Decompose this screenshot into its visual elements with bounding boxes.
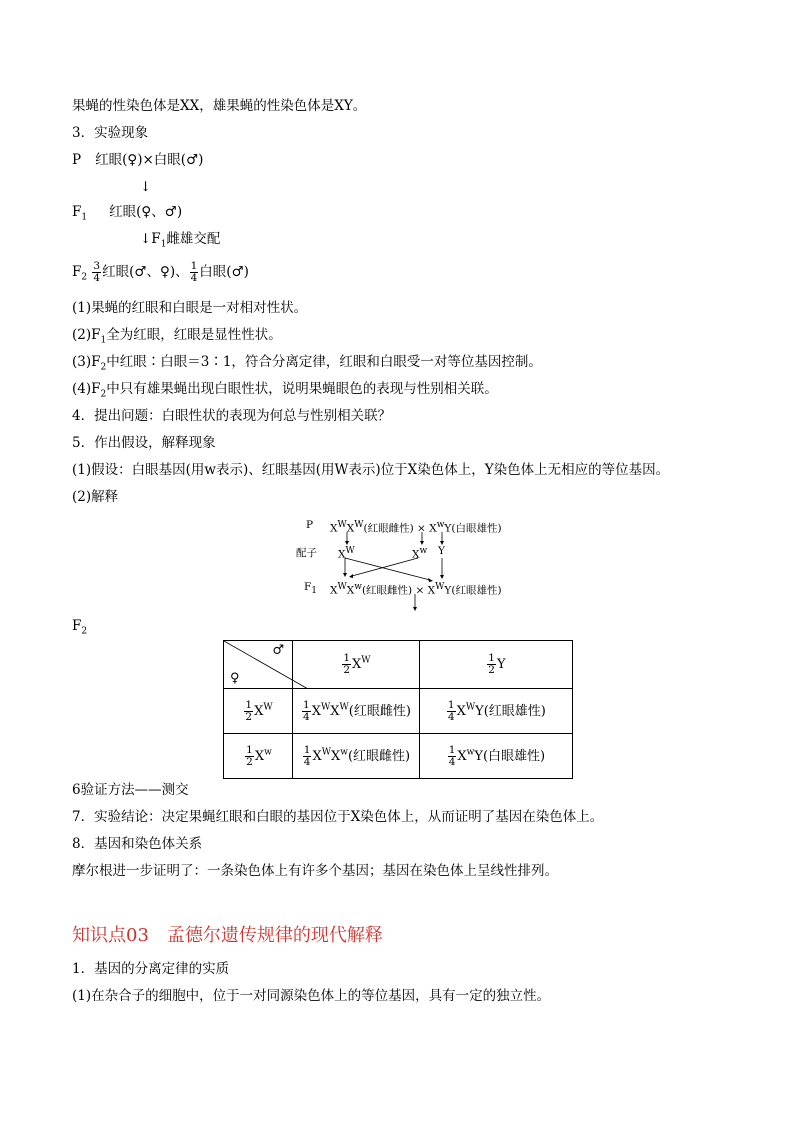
text-line: $(2)F_1$全为红眼，红眼是显性性状。 xyxy=(72,327,282,346)
text-line: (1)假设：白眼基因(用w表示)、红眼基因(用W表示)位于X染色体上，Y染色体上无相应的等位基因。 xyxy=(72,462,670,478)
text-line: 果蝇的性染色体是XX，雄果蝇的性染色体是XY。 xyxy=(72,98,367,114)
header-cell: $\frac{1}{2}$ $X^W$ xyxy=(293,641,420,689)
arrow-down: ↓ xyxy=(140,179,152,195)
text-line: 8．基因和染色体关系 xyxy=(72,836,203,852)
row-header-cell: $\frac{1}{2}$ $X^w$ xyxy=(224,734,293,779)
gamete-y: Y xyxy=(438,545,445,557)
cross-diagram xyxy=(290,512,530,612)
section-title: 孟德尔遗传规律的现代解释 xyxy=(166,925,383,946)
table-cell: $\frac{1}{4}$ $X^wY$(白眼雄性) xyxy=(419,734,572,779)
table-cell: $\frac{1}{4}$ $X^WX^w$(红眼雌性) xyxy=(293,734,420,779)
text-line: 摩尔根进一步证明了：一条染色体上有许多个基因；基因在染色体上呈线性排列。 xyxy=(72,863,558,879)
punnett-table xyxy=(223,640,573,779)
female-symbol: ♀ xyxy=(230,671,240,686)
row-header-cell: $\frac{1}{2}$ $X^W$ xyxy=(224,689,293,734)
cross-f1-line: $F_1$ 红眼(♀、♂) xyxy=(72,204,183,223)
text-line: (1)果蝇的红眼和白眼是一对相对性状。 xyxy=(72,300,308,316)
generation-f1: $F_1$ xyxy=(304,581,318,597)
cross-p-line: P 红眼(♀)×白眼(♂) xyxy=(72,152,204,168)
cross-f2-line: $F_2$ $\frac{3}{4}$ 红眼(♂、♀)、 $\frac{1}{4}$ 白眼(♂) xyxy=(72,260,249,284)
text-line: 3．实验现象 xyxy=(72,125,149,141)
fraction: $\frac{3}{4}$ xyxy=(93,260,101,284)
gamete-label: 配子 xyxy=(296,547,317,559)
fraction: $\frac{1}{4}$ xyxy=(190,260,198,284)
text-line: 7．实验结论：决定果蝇红眼和白眼的基因位于X染色体上，从而证明了基因在染色体上。 xyxy=(72,809,604,825)
f2-table-label: $F_2$ xyxy=(72,618,88,637)
f1-genotypes: $X^WX^w$(红眼雌性) × $X^WY$(红眼雄性) xyxy=(330,582,502,597)
section-heading xyxy=(72,921,383,947)
text-line: (2)解释 xyxy=(72,489,119,505)
table-cell: $\frac{1}{4}$ $X^WX^W$(红眼雌性) xyxy=(293,689,420,734)
table-cell: $\frac{1}{4}$ $X^WY$(红眼雄性) xyxy=(419,689,572,734)
gamete-xw-lower: $X^w$ xyxy=(412,546,428,561)
text-line: 6验证方法——测交 xyxy=(72,782,189,798)
gamete-xw: $X^W$ xyxy=(338,546,355,561)
generation-p: P xyxy=(306,519,314,531)
header-cell: $\frac{1}{2}$ Y xyxy=(419,641,572,689)
male-symbol: ♂ xyxy=(272,643,284,658)
text-line: $(3)F_2$中红眼∶白眼＝3∶1，符合分离定律，红眼和白眼受一对等位基因控制。 xyxy=(72,354,542,373)
text-line: 4．提出问题：白眼性状的表现为何总与性别相关联？ xyxy=(72,408,392,424)
text-line: (1)在杂合子的细胞中，位于一对同源染色体上的等位基因，具有一定的独立性。 xyxy=(72,988,551,1004)
parent-female-genotype: $X^WX^W$(红眼雌性) × $X^wY$(白眼雄性) xyxy=(330,520,502,535)
corner-cell xyxy=(224,641,293,689)
text-line: 1．基因的分离定律的实质 xyxy=(72,961,230,977)
text-line: $(4)F_2$中只有雄果蝇出现白眼性状，说明果蝇眼色的表现与性别相关联。 xyxy=(72,381,498,400)
cross-f1-mating: $↓F_1$雌雄交配 xyxy=(140,231,221,250)
section-number: 知识点03 xyxy=(72,925,149,946)
text-line: 5．作出假设，解释现象 xyxy=(72,435,216,451)
